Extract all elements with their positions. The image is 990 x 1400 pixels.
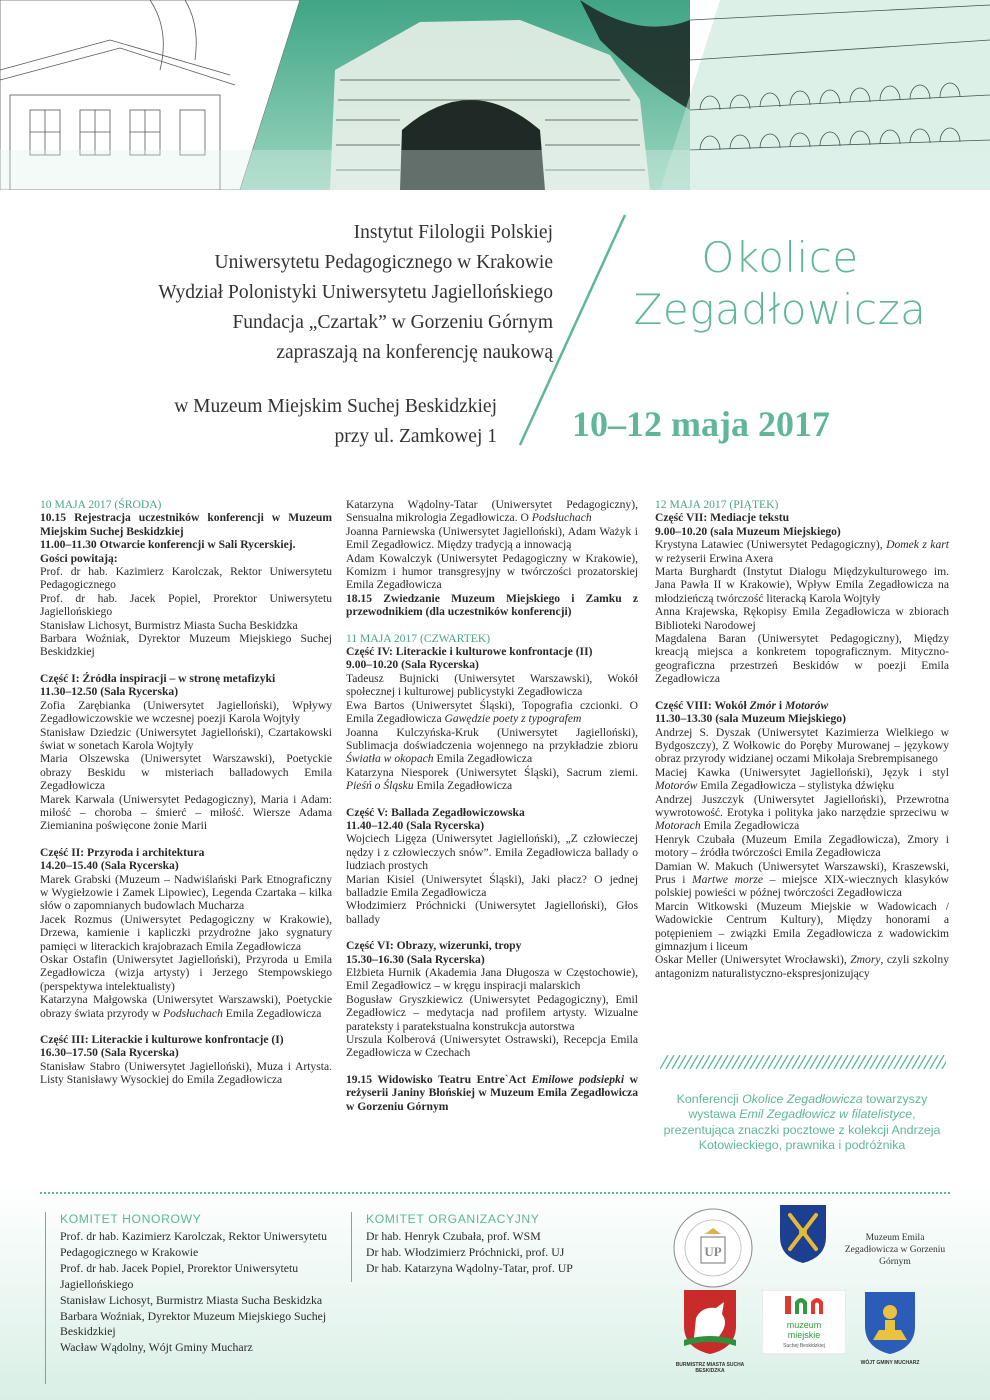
- talk: Włodzimierz Próchnicki (Uniwersytet Jagielloński), Głos ballady: [346, 899, 638, 926]
- muzeum-miejskie-logo: [762, 1290, 846, 1354]
- svg-text:UP: UP: [704, 1244, 722, 1259]
- title-line-1: Okolice: [701, 233, 859, 282]
- session-time: 16.30–17.50 (Sala Rycerska): [40, 1046, 179, 1060]
- talk: Ewa Bartos (Uniwersytet Śląski), Topografia czcionki. O Emila Zegadłowicza Gawędzie poety z typografem: [346, 698, 638, 726]
- day-heading: 12 MAJA 2017 (PIĄTEK): [655, 498, 779, 511]
- session-time: 11.30–12.50 (Sala Rycerska): [40, 685, 179, 699]
- talk: Adam Kowalczyk (Uniwersytet Pedagogiczny w Krakowie), Komizm i humor transgresyjny w twórczości prozatorskiej Emila Zegadłowicza: [346, 551, 638, 592]
- svg-text:muzeum: muzeum: [786, 1320, 822, 1330]
- committee-member: Dr hab. Henryk Czubała, prof. WSM: [366, 1229, 541, 1243]
- session-time: 11.30–13.30 (sala Muzeum Miejskiego): [655, 712, 846, 726]
- session-heading: Część IV: Literackie i kulturowe konfrontacje (II): [346, 645, 593, 659]
- talk: Marek Grabski (Muzeum – Nadwiślański Park Etnograficzny w Wygiełzowie i Zamek Lipowiec), Legenda Czartaka – kilka słów o zapomnianych budowlach Mucharza: [40, 872, 332, 913]
- org-rule: [351, 1212, 352, 1282]
- talk: Krystyna Latawiec (Uniwersytet Pedagogiczny), Domek z kart w reżyserii Erwina Axera: [655, 538, 949, 565]
- honorary-committee-heading: KOMITET HONOROWY: [60, 1212, 202, 1226]
- committee-member: Dr hab. Katarzyna Wądolny-Tatar, prof. UP: [366, 1260, 573, 1275]
- talk: Marek Karwala (Uniwersytet Pedagogiczny), Maria i Adam: miłość – choroba – śmierć – miłość. Wiersze Adama Ziemianina poświęcone żonie Marii: [40, 792, 332, 833]
- committee-member: Barbara Woźniak, Dyrektor Muzeum Miejskiego Suchej Beskidzkiej: [60, 1308, 327, 1339]
- talk: Andrzej S. Dyszak (Uniwersytet Kazimierza Wielkiego w Bydgoszczy), Z Wołkowic do Poręby Murowanej – językowy obraz przyrody widzianej oczami Mikołaja Srebrempisanego: [655, 725, 949, 766]
- talk: Joanna Kulczyńska-Kruk (Uniwersytet Jagielloński), Sublimacja doświadczenia wojennego na przykładzie zbioru Światła w okopach Emila Zegadłowicza: [346, 725, 638, 766]
- session-time: 14.20–15.40 (Sala Rycerska): [40, 859, 179, 873]
- talk: Urszula Kolberová (Uniwersytet Ostrawski), Recepcja Emila Zegadłowicza w Czechach: [346, 1033, 638, 1060]
- talk: Bogusław Gryszkiewicz (Uniwersytet Pedagogiczny), Emil Zegadłowicz – medytacja nad profilem artysty. Wizualne parateksty i paratekstualna konstrukcja autorstwa: [346, 992, 638, 1033]
- committee-member: Prof. dr hab. Kazimierz Karolczak, Rektor Uniwersytetu Pedagogicznego w Krakowie: [60, 1229, 327, 1259]
- talk: Henryk Czubała (Muzeum Emila Zegadłowicza), Zmory i motory – źródła twórczości Emila Zegadłowicza: [655, 832, 949, 860]
- museum-emil-caption: Muzeum Emila Zegadłowicza w Gorzeniu Górnym: [844, 1233, 946, 1267]
- hatch-divider: [660, 1055, 946, 1069]
- intro-line: Instytut Filologii Polskiej: [353, 222, 553, 243]
- talk: Katarzyna Wądolny-Tatar (Uniwersytet Pedagogiczny), Sensualna mikrologia Zegadłowicza. O Podsłuchach: [346, 498, 638, 525]
- svg-text:Suchej Beskidzkiej: Suchej Beskidzkiej: [783, 1343, 825, 1349]
- program-column-3: [655, 498, 949, 980]
- guest: Stanisław Lichosyt, Burmistrz Miasta Sucha Beskidzka: [40, 618, 298, 632]
- committee-member: Dr hab. Włodzimierz Próchnicki, prof. UJ: [366, 1244, 565, 1259]
- gorzen-coat-of-arms: [778, 1203, 828, 1265]
- talk: Andrzej Juszczyk (Uniwersytet Jagielloński), Przewrotna wywrotowość. Erotyka i polityka jako narzędzie sprzeciwu w Motorach Emila Zegadłowicza: [655, 792, 949, 833]
- mucharz-coat-of-arms: [863, 1290, 917, 1356]
- sucha-beskidzka-coat-of-arms: [682, 1288, 738, 1356]
- talk: Marian Kisiel (Uniwersytet Śląski), Jaki płacz? O jednej balladzie Emila Zegadłowicza: [346, 872, 638, 899]
- conference-dates: 10–12 maja 2017: [572, 404, 830, 444]
- dotted-divider: [40, 1192, 950, 1197]
- talk: Anna Krajewska, Rękopisy Emila Zegadłowicza w zbiorach Biblioteki Narodowej: [655, 605, 949, 632]
- talk: Marcin Witkowski (Muzeum Miejskie w Wadowicach / Wadowickie Centrum Kultury), Między honorami a potępieniem – związki Emila Zegadłowicza z wadowickim gimnazjum i liceum: [655, 899, 949, 953]
- talk: Katarzyna Niesporek (Uniwersytet Śląski), Sacrum ziemi. Pieśń o Śląsku Emila Zegadłowicza: [346, 765, 638, 793]
- honor-rule: [45, 1212, 46, 1384]
- talk: Maciej Kawka (Uniwersytet Jagielloński), Język i styl Motorów Emila Zegadłowicza – stylistyka dźwięku: [655, 765, 949, 793]
- intro-line: Uniwersytetu Pedagogicznego w Krakowie: [214, 252, 553, 273]
- talk: Elżbieta Hurnik (Akademia Jana Długosza w Częstochowie), Emil Zegadłowicz – w kręgu inspiracji malarskich: [346, 966, 638, 993]
- honorary-committee: [60, 1211, 340, 1356]
- talk: Magdalena Baran (Uniwersytet Pedagogiczny), Między kreacją miejsca a konkretem topograficznym. Mityczno-geograficzna przestrzeń Beskidów w poezji Emila Zegadłowicza: [655, 632, 949, 686]
- intro-line: zapraszają na konferencję naukową: [276, 342, 553, 363]
- committee-member: Prof. dr hab. Jacek Popiel, Prorektor Uniwersytetu Jagiellońskiego: [60, 1260, 299, 1291]
- session-heading: Część VII: Mediacje tekstu: [655, 511, 790, 525]
- svg-text:miejskie: miejskie: [787, 1330, 821, 1340]
- venue-line: przy ul. Zamkowej 1: [334, 426, 497, 447]
- exhibition-note: Konferencji Okolice Zegadłowicza towarzyszy wystawa Emil Zegadłowicz w filatelistyce, prezentująca znaczki pocztowe z kolekcji Andrzeja Kotowieckiego, prawnika i podróżnika: [663, 1092, 941, 1152]
- talk: Katarzyna Małgowska (Uniwersytet Warszawski), Poetyckie obrazy świata przyrody w Podsłuchach Emila Zegadłowicza: [40, 993, 332, 1020]
- session-heading: Część III: Literackie i kulturowe konfrontacje (I): [40, 1033, 284, 1047]
- session-heading: Część VIII: Wokół Zmór i Motorów: [655, 698, 829, 712]
- conference-title: [600, 232, 960, 336]
- committee-member: Wacław Wądolny, Wójt Gminy Mucharz: [60, 1340, 253, 1355]
- session-heading: Część V: Ballada Zegadłowiczowska: [346, 805, 525, 819]
- title-line-2: Zegadłowicza: [633, 285, 927, 334]
- venue-line: w Muzeum Miejskim Suchej Beskidzkiej: [174, 396, 497, 417]
- talk: Joanna Parniewska (Uniwersytet Jagielloński), Adam Ważyk i Emil Zegadłowicz. Między tradycją a innowacją: [346, 524, 638, 552]
- intro-line: Fundacja „Czartak” w Gorzeniu Górnym: [232, 312, 553, 333]
- program-column-1: [40, 498, 332, 1087]
- talk: Marta Burghardt (Instytut Dialogu Międzykulturowego im. Jana Pawła II w Krakowie), Wpływ Emila Zegadłowicza na młodzieńczą twórczość literacką Karola Wojtyły: [655, 565, 949, 605]
- talk: Damian W. Makuch (Uniwersytet Warszawski), Kraszewski, Prus i Martwe morze – miejsce XIX-wiecznych klasyków polskiej powieści w późnej twórczości Zegadłowicza: [655, 859, 949, 900]
- talk: Stanisław Stabro (Uniwersytet Jagielloński), Muza i Artysta. Listy Stanisławy Wysockiej do Emila Zegadłowicza: [40, 1059, 332, 1087]
- guests-heading: Gości powitają:: [40, 551, 118, 565]
- session-time: 11.40–12.40 (Sala Rycerska): [346, 818, 485, 832]
- organizing-committee-heading: KOMITET ORGANIZACYJNY: [366, 1212, 540, 1226]
- program-column-2: [346, 498, 638, 1113]
- program-item: 10.15 Rejestracja uczestników konferencji w Muzeum Miejskim Suchej Beskidzkiej: [40, 511, 332, 538]
- session-time: 15.30–16.30 (Sala Rycerska): [346, 952, 485, 966]
- intro-line: Wydział Polonistyki Uniwersytetu Jagiellońskiego: [158, 282, 553, 303]
- up-university-logo: [672, 1207, 754, 1289]
- wojt-caption: WÓJT GMINY MUCHARZ: [860, 1360, 920, 1366]
- burmistrz-caption: BURMISTRZ MIASTA SUCHA BESKIDZKA: [675, 1362, 745, 1374]
- session-time: 9.00–10.20 (sala Muzeum Miejskiego): [655, 524, 841, 538]
- program-item: 19.15 Widowisko Teatru Entre`Act Emilowe podsiepki w reżyserii Janiny Błońskiej w Muzeum Emila Zegadłowicza w Gorzeniu Górnym: [346, 1072, 638, 1113]
- guest: Prof. dr hab. Kazimierz Karolczak, Rektor Uniwersytetu Pedagogicznego: [40, 565, 332, 592]
- talk: Oskar Ostafin (Uniwersytet Jagielloński), Przyroda u Emila Zegadłowicza (wizja artysty) i Jerzego Stempowskiego (perspektywa intelektualisty): [40, 953, 332, 993]
- talk: Oskar Meller (Uniwersytet Wrocławski), Zmory, czyli szkolny antagonizm naturalistyczno-ekspresjonizujący: [655, 953, 949, 980]
- day-heading: 10 MAJA 2017 (ŚRODA): [40, 498, 162, 511]
- session-heading: Część II: Przyroda i architektura: [40, 845, 205, 859]
- program-item: 11.00–11.30 Otwarcie konferencji w Sali Rycerskiej.: [40, 538, 296, 552]
- talk: Wojciech Ligęza (Uniwersytet Jagielloński), „Z człowieczej nędzy i z człowieczych snów”. Emila Zegadłowicza ballady o ludziach prostych: [346, 832, 638, 873]
- session-time: 9.00–10.20 (Sala Rycerska): [346, 658, 479, 672]
- talk: Zofia Zarębianka (Uniwersytet Jagielloński), Wpływy Zegadłowiczowskie we wczesnej poezji Karola Wojtyły: [40, 698, 332, 726]
- day-heading: 11 MAJA 2017 (CZWARTEK): [346, 631, 491, 645]
- committee-member: Stanisław Lichosyt, Burmistrz Miasta Sucha Beskidzka: [60, 1292, 323, 1307]
- talk: Tadeusz Bujnicki (Uniwersytet Warszawski), Wokół społecznej i kulturowej publicystyki Zegadłowicza: [346, 671, 638, 699]
- talk: Jacek Rozmus (Uniwersytet Pedagogiczny w Krakowie), Drzewa, kamienie i kapliczki przydrożne jako sygnatury pamięci w literackich krajobrazach Emila Zegadłowicza: [40, 912, 332, 953]
- talk: Stanisław Dziedzic (Uniwersytet Jagielloński), Czartakowski świat w sonetach Karola Wojtyły: [40, 725, 332, 752]
- session-heading: Część VI: Obrazy, wizerunki, tropy: [346, 939, 522, 953]
- organizing-committee: [366, 1211, 626, 1277]
- program-item: 18.15 Zwiedzanie Muzeum Miejskiego i Zamku z przewodnikiem (dla uczestników konferencji): [346, 591, 638, 619]
- guest: Prof. dr hab. Jacek Popiel, Prorektor Uniwersytetu Jagiellońskiego: [40, 591, 332, 619]
- session-heading: Część I: Źródła inspiracji – w stronę metafizyki: [40, 671, 276, 685]
- guest: Barbara Woźniak, Dyrektor Muzeum Miejskiego Suchej Beskidzkiej: [40, 632, 332, 659]
- talk: Maria Olszewska (Uniwersytet Warszawski), Poetyckie obrazy Beskidu w misteriach balladowych Emila Zegadłowicza: [40, 752, 332, 793]
